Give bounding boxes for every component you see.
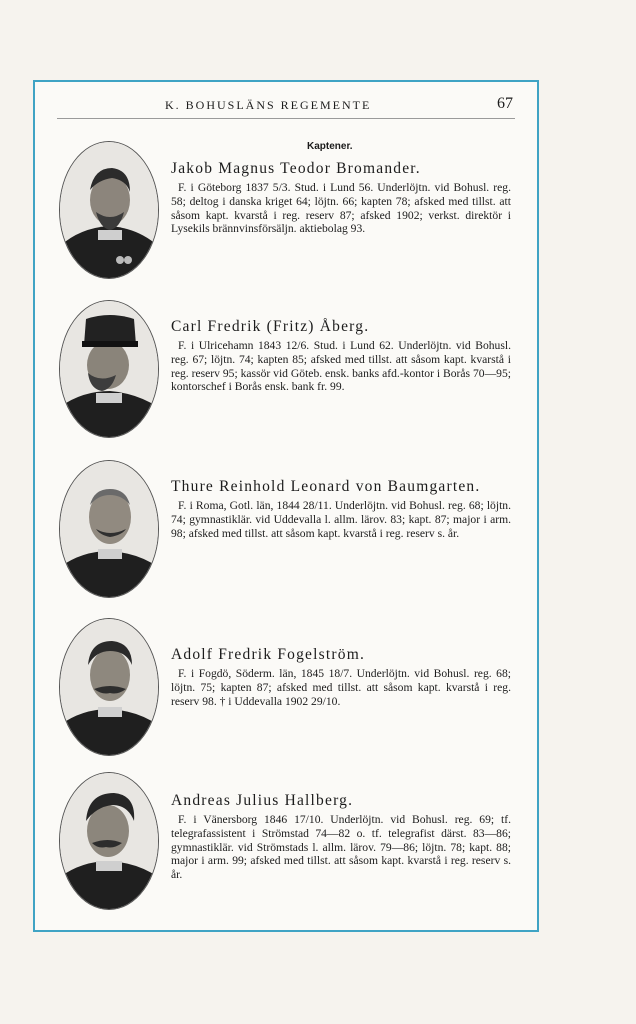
- portrait-photo: [59, 618, 159, 756]
- section-title: Kaptener.: [307, 141, 353, 152]
- entry-text: [171, 792, 511, 882]
- officer-name: Jakob Magnus Teodor Bromander.: [171, 160, 421, 177]
- portrait-photo: [59, 141, 159, 279]
- officer-biography: F. i Ulricehamn 1843 12/6. Stud. i Lund 62. Underlöjtn. vid Bohusl. reg. 67; löjtn. 74; kapten 85; afsked med tillst. att såsom kapt. kvarstå i reg. reserv 95; kassör vid Göteb. ensk. banks afd.-kontor i Borås 70—95; kontorschef i Borås ensk. bank fr. 99.: [171, 339, 511, 394]
- entry-text: [171, 646, 511, 708]
- portrait-photo: [59, 300, 159, 438]
- portrait-photo: [59, 460, 159, 598]
- running-title: K. BOHUSLÄNS REGEMENTE: [165, 98, 372, 112]
- officer-biography: F. i Göteborg 1837 5/3. Stud. i Lund 56. Underlöjtn. vid Bohusl. reg. 58; deltog i danska kriget 64; löjtn. 66; kapten 78; afsked med tillst. att såsom kapt. kvarstå i reg. reserv 87; afsked 1902; verkst. direktör i Lysekils brännvinsförsäljn. aktiebolag 93.: [171, 181, 511, 236]
- page-frame: [33, 80, 539, 932]
- officer-biography: F. i Roma, Gotl. län, 1844 28/11. Underlöjtn. vid Bohusl. reg. 68; löjtn. 74; gymnastiklär. vid Uddevalla l. allm. lärov. 83; kapt. 87; major i arm. 98; afsked med tillst. att såsom kapt. kvarstå i reg. reserv s. år.: [171, 499, 511, 540]
- officer-biography: F. i Vänersborg 1846 17/10. Underlöjtn. vid Bohusl. reg. 69; tf. telegrafassistent i Strömstad 74—82 o. tf. telegrafist därst. 83—86; gymnastiklär. vid Strömstads l. allm. lärov. 79—86; löjtn. 78; kapt. 88; major i arm. 99; afsked med tillst. att såsom kapt. kvarstå i reg. reserv s. år.: [171, 813, 511, 882]
- page-header: [35, 95, 537, 120]
- portrait-illustration: [60, 461, 158, 597]
- portrait-illustration: [60, 773, 158, 909]
- portrait-illustration: [60, 301, 158, 437]
- officer-name: Adolf Fredrik Fogelström.: [171, 646, 366, 663]
- portrait-photo: [59, 772, 159, 910]
- officer-name: Thure Reinhold Leonard von Baumgarten.: [171, 478, 481, 495]
- portrait-illustration: [60, 142, 158, 278]
- officer-name: Carl Fredrik (Fritz) Åberg.: [171, 318, 370, 335]
- portrait-illustration: [60, 619, 158, 755]
- officer-name: Andreas Julius Hallberg.: [171, 792, 354, 809]
- header-rule: [57, 118, 515, 119]
- entry-text: [171, 478, 511, 540]
- page-number: 67: [497, 95, 513, 112]
- officer-biography: F. i Fogdö, Söderm. län, 1845 18/7. Underlöjtn. vid Bohusl. reg. 68; löjtn. 75; kapten 87; afsked med tillst. att såsom kapt. kvarstå i reg. reserv 98. † i Uddevalla 1902 29/10.: [171, 667, 511, 708]
- entry-text: [171, 318, 511, 394]
- entry-text: [171, 160, 511, 236]
